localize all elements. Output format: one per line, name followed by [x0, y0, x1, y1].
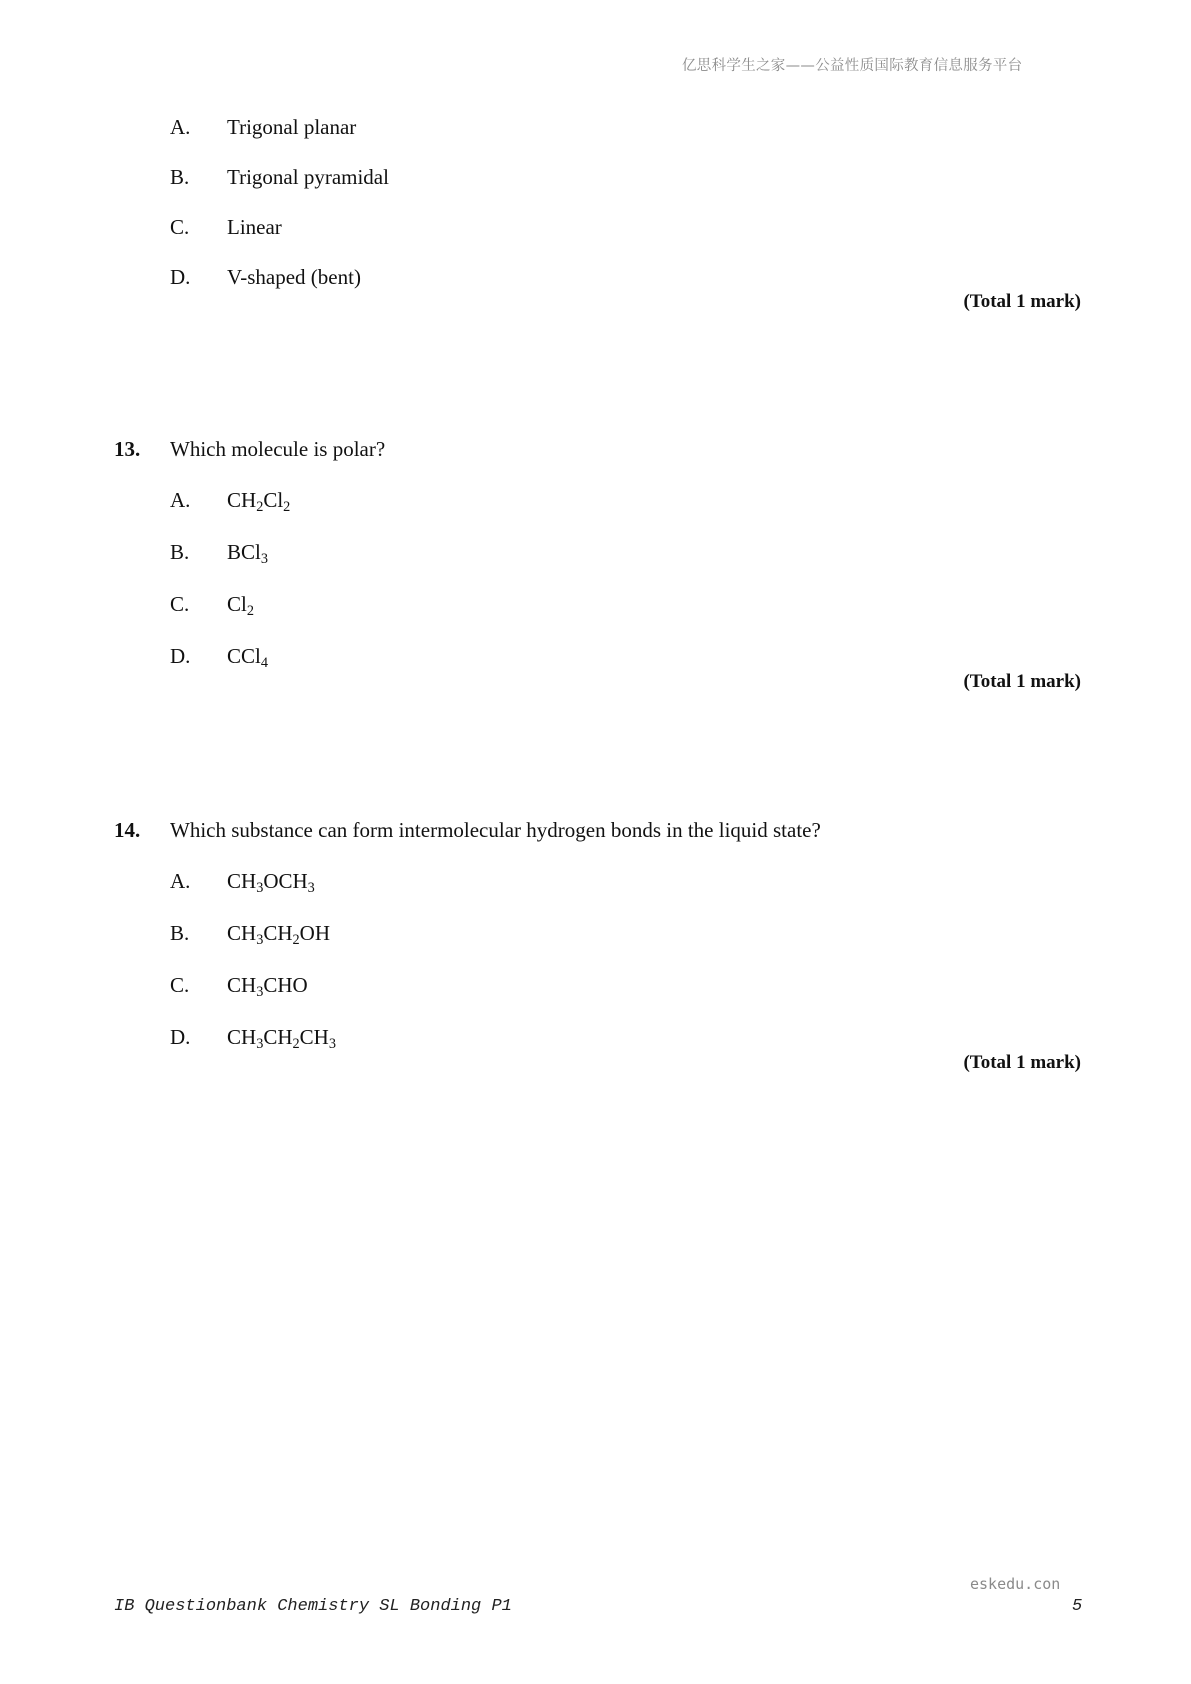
q14-total-mark: (Total 1 mark)	[963, 1052, 1081, 1073]
q13-option-c	[170, 591, 254, 617]
formula	[227, 921, 330, 948]
option-letter: A.	[170, 869, 191, 893]
formula-part: BCl	[227, 540, 261, 564]
q12-option-d	[170, 264, 361, 290]
option-letter: C.	[170, 215, 190, 239]
formula-part: CHO	[263, 973, 308, 997]
formula-subscript: 3	[256, 931, 264, 948]
q14-option-d	[170, 1024, 336, 1050]
option-letter: B.	[170, 165, 190, 189]
q14-option-c	[170, 972, 308, 998]
q14-number: 14.	[114, 818, 141, 842]
option-letter: D.	[170, 1025, 191, 1049]
formula	[227, 869, 315, 896]
formula-subscript: 2	[283, 498, 291, 515]
formula-subscript: 3	[328, 1035, 336, 1052]
formula-part: CH	[227, 869, 257, 893]
formula	[227, 1025, 336, 1052]
option-letter: A.	[170, 115, 191, 139]
q13-total-mark: (Total 1 mark)	[963, 671, 1081, 692]
q12-option-c	[170, 214, 282, 240]
q14-option-a	[170, 868, 315, 894]
formula	[227, 973, 308, 1000]
formula-subscript: 3	[260, 550, 268, 567]
option-text: V-shaped (bent)	[227, 265, 361, 289]
option-letter: B.	[170, 540, 190, 564]
option-letter: A.	[170, 488, 191, 512]
formula-subscript: 3	[256, 1035, 264, 1052]
formula	[227, 644, 268, 671]
q13-option-d	[170, 643, 268, 669]
q13-number: 13.	[114, 437, 141, 461]
q12-option-b	[170, 164, 389, 190]
option-letter: C.	[170, 592, 190, 616]
formula-part: Cl	[227, 592, 247, 616]
formula-subscript: 3	[307, 879, 315, 896]
formula-part: CH	[227, 973, 257, 997]
formula-part: CH	[227, 921, 257, 945]
formula-part: Cl	[263, 488, 284, 512]
option-text: Trigonal planar	[227, 115, 357, 139]
q14-question-text: Which substance can form intermolecular hydrogen bonds in the liquid state?	[170, 818, 821, 842]
formula-subscript: 2	[292, 1035, 300, 1052]
formula-part: CH	[227, 488, 257, 512]
page-number: 5	[1072, 1597, 1083, 1616]
option-letter: B.	[170, 921, 190, 945]
q12-total-mark: (Total 1 mark)	[963, 291, 1081, 312]
option-text: Trigonal pyramidal	[227, 165, 389, 189]
formula-part: OH	[299, 921, 330, 945]
formula-subscript: 2	[292, 931, 300, 948]
option-letter: D.	[170, 644, 191, 668]
q12-option-a	[170, 114, 356, 140]
formula-subscript: 2	[256, 498, 264, 515]
formula	[227, 540, 268, 567]
formula-part: CH	[263, 1025, 293, 1049]
formula-part: CH	[263, 921, 293, 945]
formula-subscript: 3	[256, 983, 264, 1000]
formula-part: OCH	[263, 869, 308, 893]
footer-title: IB Questionbank Chemistry SL Bonding P1	[114, 1597, 512, 1616]
formula-part: CH	[299, 1025, 329, 1049]
formula-subscript: 3	[256, 879, 264, 896]
option-letter: D.	[170, 265, 191, 289]
site-watermark: eskedu.con	[970, 1575, 1061, 1593]
header-watermark: 亿思科学生之家——公益性质国际教育信息服务平台	[682, 58, 1023, 74]
q14-option-b	[170, 920, 330, 946]
option-text: Linear	[227, 215, 282, 239]
formula	[227, 592, 254, 619]
formula-subscript: 4	[260, 654, 268, 671]
q13-option-b	[170, 539, 268, 565]
formula-part: CCl	[227, 644, 261, 668]
formula-subscript: 2	[246, 602, 254, 619]
formula	[227, 488, 291, 515]
q13-option-a	[170, 487, 290, 513]
formula-part: CH	[227, 1025, 257, 1049]
q13-question-text: Which molecule is polar?	[170, 437, 386, 461]
option-letter: C.	[170, 973, 190, 997]
